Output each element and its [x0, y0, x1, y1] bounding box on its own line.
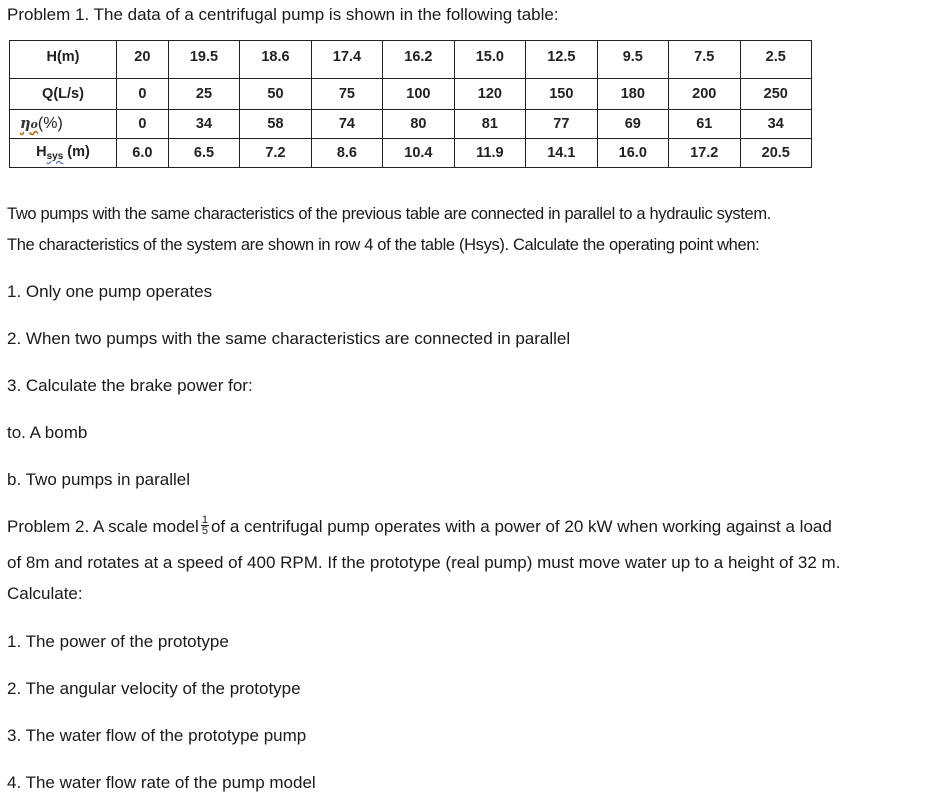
table-cell: 34 [740, 110, 812, 139]
pump-data-table [9, 40, 812, 168]
table-cell: 50 [240, 79, 311, 110]
table-cell: 16.2 [383, 41, 454, 79]
table-cell: 15.0 [454, 41, 525, 79]
problem1-item-2: 2. When two pumps with the same characteristics are connected in parallel [7, 329, 571, 348]
eta-symbol: ηo [20, 115, 38, 132]
table-cell: 58 [240, 110, 311, 139]
table-cell: 100 [383, 79, 454, 110]
table-cell: 16.0 [597, 139, 668, 168]
problem1-title: Problem 1. The data of a centrifugal pump is shown in the following table: [7, 5, 559, 24]
row-label-head: H(m) [10, 41, 117, 79]
table-cell: 120 [454, 79, 525, 110]
problem1-item-1: 1. Only one pump operates [7, 282, 213, 301]
scale-fraction: $\frac{1}{5}$ [201, 514, 208, 538]
problem1-item-3a: to. A bomb [7, 423, 88, 442]
table-cell: 25 [168, 79, 239, 110]
table-cell: 20.5 [740, 139, 812, 168]
table-cell: 180 [597, 79, 668, 110]
problem2-item-3: 3. The water flow of the prototype pump [7, 726, 307, 745]
problem1-item-3b: b. Two pumps in parallel [7, 470, 191, 489]
table-cell: 18.6 [240, 41, 311, 79]
row-label-system-head: $H_{sys}$ (m) [10, 139, 117, 168]
table-cell: 8.6 [311, 139, 382, 168]
problem2-line2: of 8m and rotates at a speed of 400 RPM. If the prototype (real pump) must move water up to a height of 32 m. [7, 553, 841, 572]
table-cell: 7.2 [240, 139, 311, 168]
table-cell: 80 [383, 110, 454, 139]
row-label-flow: Q(L/s) [10, 79, 117, 110]
problem2-item-2: 2. The angular velocity of the prototype [7, 679, 301, 698]
table-cell: 17.2 [669, 139, 740, 168]
table-cell: 20 [117, 41, 169, 79]
table-cell: 6.0 [117, 139, 169, 168]
table-cell: 200 [669, 79, 740, 110]
table-cell: 69 [597, 110, 668, 139]
problem2-line3: Calculate: [7, 584, 83, 603]
problem1-item-3: 3. Calculate the brake power for: [7, 376, 253, 395]
table-cell: 0 [117, 79, 169, 110]
table-cell: 10.4 [383, 139, 454, 168]
table-cell: 77 [526, 110, 597, 139]
table-cell: 9.5 [597, 41, 668, 79]
problem1-paragraph-line1: Two pumps with the same characteristics of the previous table are connected in parallel to a hydraulic system. [7, 205, 771, 223]
table-cell: 61 [669, 110, 740, 139]
table-cell: 7.5 [669, 41, 740, 79]
table-row-flow [10, 79, 812, 110]
table-cell: 2.5 [740, 41, 812, 79]
percent-unit: (%) [37, 115, 63, 132]
table-row-system-head [10, 139, 812, 168]
table-cell: 12.5 [526, 41, 597, 79]
table-row-efficiency [10, 110, 812, 139]
table-cell: 0 [117, 110, 169, 139]
table-cell: 150 [526, 79, 597, 110]
problem2-line1: Problem 2. A scale model $\frac{1}{5}$ of a centrifugal pump operates with a power of 20 kW when working against a load [7, 514, 832, 538]
table-cell: 17.4 [311, 41, 382, 79]
table-cell: 14.1 [526, 139, 597, 168]
problem1-paragraph-line2: The characteristics of the system are shown in row 4 of the table (Hsys). Calculate the operating point when: [7, 236, 760, 254]
table-cell: 11.9 [454, 139, 525, 168]
problem2-item-4: 4. The water flow rate of the pump model [7, 773, 316, 792]
table-cell: 19.5 [168, 41, 239, 79]
table-row-head [10, 41, 812, 79]
table-cell: 74 [311, 110, 382, 139]
problem2-item-1: 1. The power of the prototype [7, 632, 229, 651]
table-cell: 81 [454, 110, 525, 139]
row-label-efficiency [10, 110, 117, 139]
table-cell: 34 [168, 110, 239, 139]
table-cell: 6.5 [168, 139, 239, 168]
table-cell: 75 [311, 79, 382, 110]
table-cell: 250 [740, 79, 812, 110]
